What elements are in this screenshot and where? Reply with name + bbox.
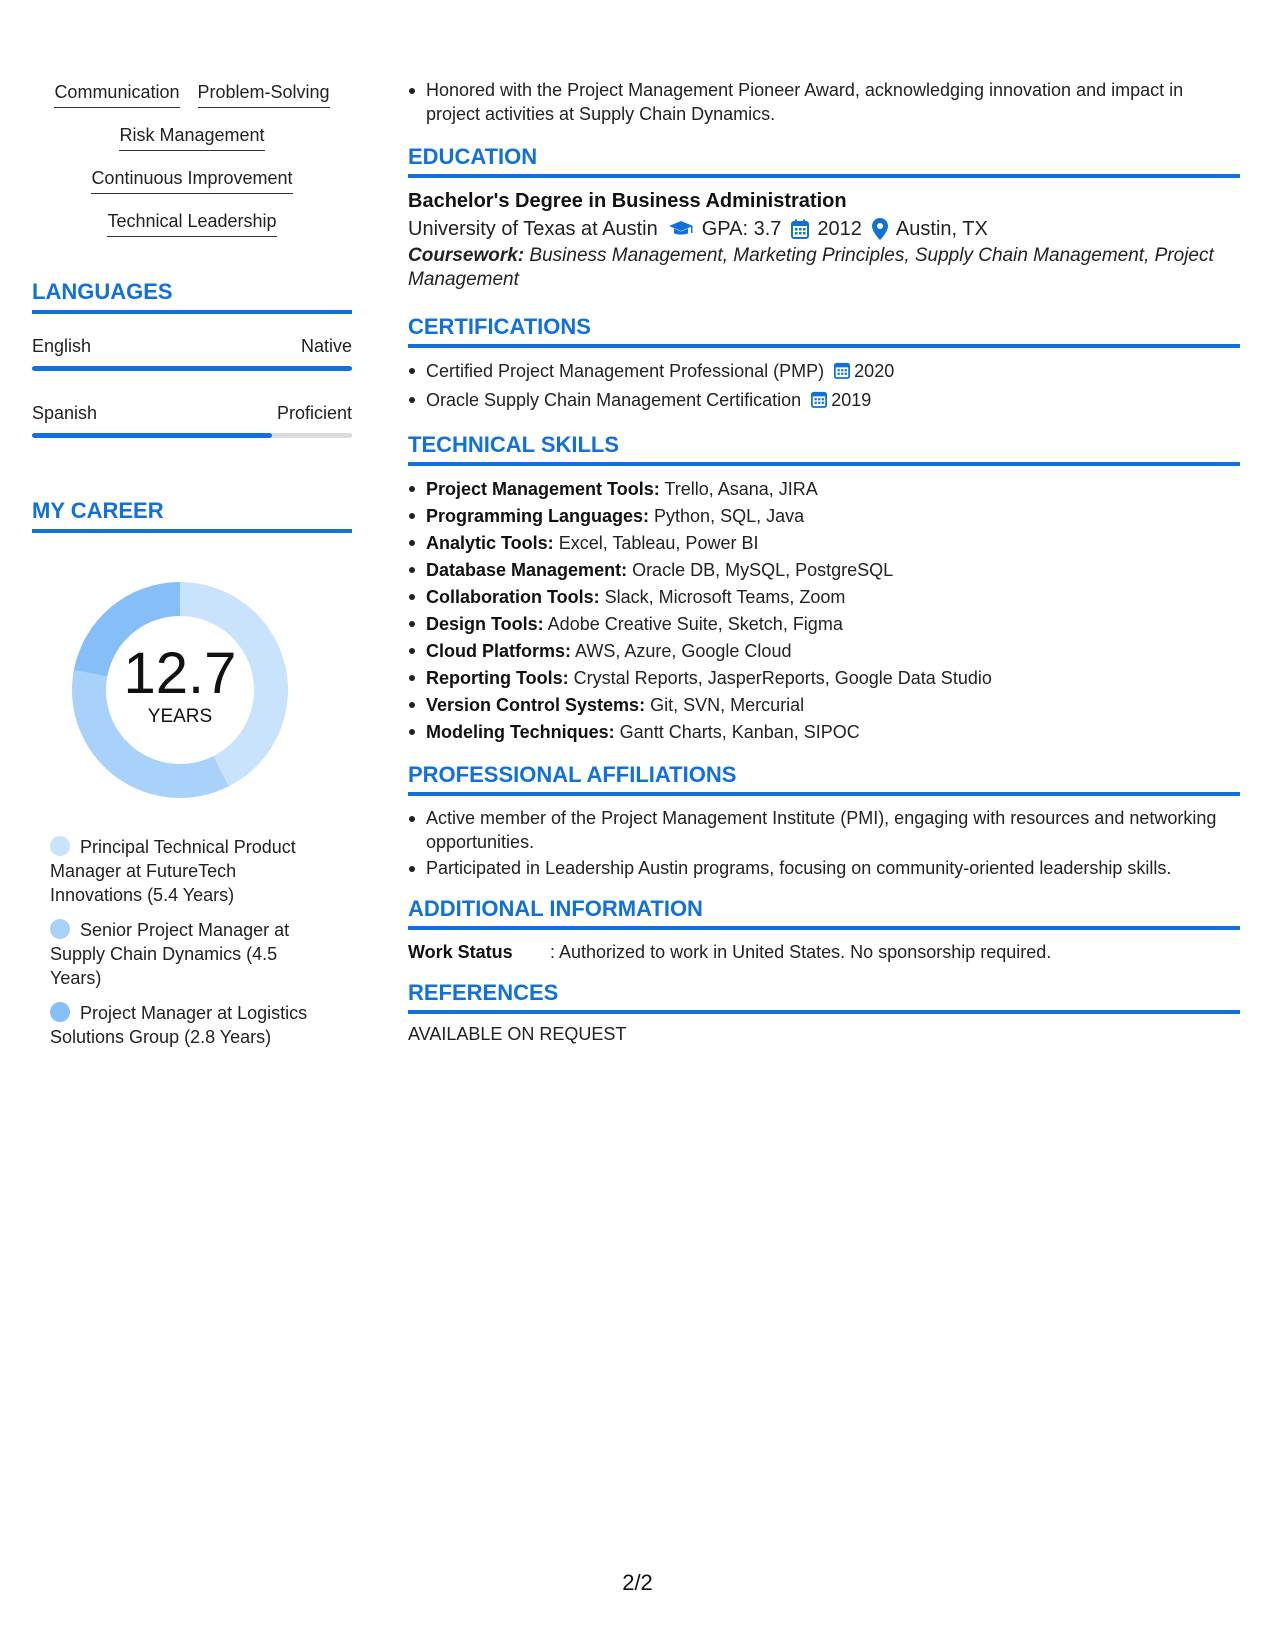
work-status-label: Work Status — [408, 942, 513, 962]
technical-skill-item — [408, 692, 1240, 719]
skill-category: Project Management Tools: — [426, 479, 660, 499]
skills-row — [32, 166, 352, 194]
affiliations-heading: PROFESSIONAL AFFILIATIONS — [408, 762, 1240, 796]
skill-tag: Technical Leadership — [107, 209, 276, 237]
certification-item — [408, 387, 1240, 416]
coursework — [408, 244, 1240, 292]
skill-category: Programming Languages: — [426, 506, 650, 526]
language-level: Native — [300, 336, 352, 356]
career-heading: MY CAREER — [32, 498, 352, 533]
language-item — [32, 403, 352, 438]
language-name: English — [32, 336, 92, 356]
calendar-icon — [834, 360, 850, 387]
education-heading: EDUCATION — [408, 144, 1240, 178]
languages-heading: LANGUAGES — [32, 279, 352, 314]
technical-skills-heading: TECHNICAL SKILLS — [408, 432, 1240, 466]
affiliation-item: Active member of the Project Management Institute (PMI), engaging with resources and networking opportunities. — [408, 806, 1240, 854]
languages-list — [32, 336, 352, 438]
skill-tag: Problem-Solving — [198, 80, 330, 108]
technical-skill-item — [408, 530, 1240, 557]
skill-category: Version Control Systems: — [426, 695, 646, 715]
certifications-section — [408, 314, 1240, 416]
certification-item — [408, 358, 1240, 387]
awards-list — [408, 78, 1240, 126]
technical-skill-item — [408, 638, 1240, 665]
certification-name: Certified Project Management Professional (PMP) — [426, 361, 825, 381]
skill-category: Design Tools: — [426, 614, 544, 634]
language-name: Spanish — [32, 403, 98, 423]
certification-year: 2019 — [831, 390, 872, 410]
legend-dot — [50, 919, 70, 939]
additional-info-heading: ADDITIONAL INFORMATION — [408, 896, 1240, 930]
legend-dot — [50, 836, 70, 856]
coursework-text: Business Management, Marketing Principles, Supply Chain Management, Project Management — [408, 245, 1214, 290]
location-pin-icon — [872, 218, 888, 240]
legend-item — [50, 835, 330, 907]
legend-label: Project Manager at Logistics Solutions Group (2.8 Years) — [50, 1003, 308, 1047]
references-text: AVAILABLE ON REQUEST — [408, 1024, 627, 1044]
technical-skill-item — [408, 611, 1240, 638]
skill-category: Reporting Tools: — [426, 668, 569, 688]
skill-tag: Communication — [54, 80, 179, 108]
graduation-cap-icon — [668, 220, 694, 238]
skill-category: Analytic Tools: — [426, 533, 554, 553]
skills-row — [32, 80, 352, 108]
skill-category: Cloud Platforms: — [426, 641, 572, 661]
skills-row — [32, 123, 352, 151]
legend-label: Senior Project Manager at Supply Chain Dynamics (4.5 Years) — [50, 920, 290, 988]
skill-values: Adobe Creative Suite, Sketch, Figma — [543, 614, 843, 634]
education-location: Austin, TX — [895, 218, 988, 240]
certifications-heading: CERTIFICATIONS — [408, 314, 1240, 348]
language-item — [32, 336, 352, 371]
legend-label: Principal Technical Product Manager at FutureTech Innovations (5.4 Years) — [50, 837, 296, 905]
skill-values: Oracle DB, MySQL, PostgreSQL — [627, 560, 894, 580]
affiliations-list — [408, 806, 1240, 880]
skill-category: Database Management: — [426, 560, 628, 580]
calendar-icon — [811, 389, 827, 416]
language-level: Proficient — [276, 403, 352, 423]
legend-item — [50, 918, 330, 990]
career-legend — [50, 835, 330, 1049]
degree-title: Bachelor's Degree in Business Administration — [408, 190, 847, 212]
skill-values: Excel, Tableau, Power BI — [553, 533, 759, 553]
left-column — [32, 80, 352, 1060]
language-bar-fill — [32, 366, 352, 371]
certification-name: Oracle Supply Chain Management Certification — [426, 390, 802, 410]
certifications-list — [408, 358, 1240, 416]
skill-tag: Risk Management — [119, 123, 264, 151]
skill-values: AWS, Azure, Google Cloud — [571, 641, 792, 661]
skills-row — [32, 209, 352, 237]
skill-values: Git, SVN, Mercurial — [645, 695, 805, 715]
language-bar — [32, 366, 352, 371]
career-donut-chart — [65, 575, 295, 805]
education-section — [408, 144, 1240, 292]
technical-skill-item — [408, 557, 1240, 584]
right-column — [408, 78, 1240, 1045]
legend-dot — [50, 1002, 70, 1022]
technical-skill-item — [408, 665, 1240, 692]
skill-tag: Continuous Improvement — [91, 166, 292, 194]
work-status-row — [408, 940, 1240, 964]
technical-skills-section — [408, 432, 1240, 746]
technical-skill-item — [408, 719, 1240, 746]
skill-values: Python, SQL, Java — [649, 506, 805, 526]
graduation-year: 2012 — [817, 218, 862, 240]
references-section — [408, 980, 1240, 1045]
skill-category: Collaboration Tools: — [426, 587, 600, 607]
skill-category: Modeling Techniques: — [426, 722, 615, 742]
technical-skill-item — [408, 503, 1240, 530]
award-item: Honored with the Project Management Pioneer Award, acknowledging innovation and impact in project activities at Supply Chain Dynamics. — [408, 78, 1240, 126]
career-total-label: YEARS — [147, 706, 213, 727]
skill-values: Trello, Asana, JIRA — [659, 479, 818, 499]
technical-skill-item — [408, 584, 1240, 611]
skill-values: Slack, Microsoft Teams, Zoom — [599, 587, 846, 607]
additional-info-section — [408, 896, 1240, 964]
certification-year: 2020 — [854, 361, 895, 381]
legend-item — [50, 1001, 330, 1049]
donut-center — [65, 575, 295, 805]
language-bar-fill — [32, 433, 272, 438]
gpa: GPA: 3.7 — [701, 218, 782, 240]
technical-skills-list — [408, 476, 1240, 746]
technical-skill-item — [408, 476, 1240, 503]
education-meta — [408, 214, 1240, 244]
references-heading: REFERENCES — [408, 980, 1240, 1014]
affiliations-section — [408, 762, 1240, 880]
skill-values: Crystal Reports, JasperReports, Google Data Studio — [568, 668, 992, 688]
skill-values: Gantt Charts, Kanban, SIPOC — [614, 722, 860, 742]
work-status-value: : Authorized to work in United States. No sponsorship required. — [550, 942, 1052, 962]
page-number: 2/2 — [622, 1570, 653, 1595]
skills-tags — [32, 80, 352, 237]
career-total-years: 12.7 — [123, 641, 237, 706]
language-bar — [32, 433, 352, 438]
school-name: University of Texas at Austin — [408, 218, 658, 240]
coursework-label: Coursework: — [408, 245, 525, 266]
calendar-icon — [791, 219, 809, 239]
affiliation-item: Participated in Leadership Austin programs, focusing on community-oriented leadership skills. — [408, 856, 1240, 880]
